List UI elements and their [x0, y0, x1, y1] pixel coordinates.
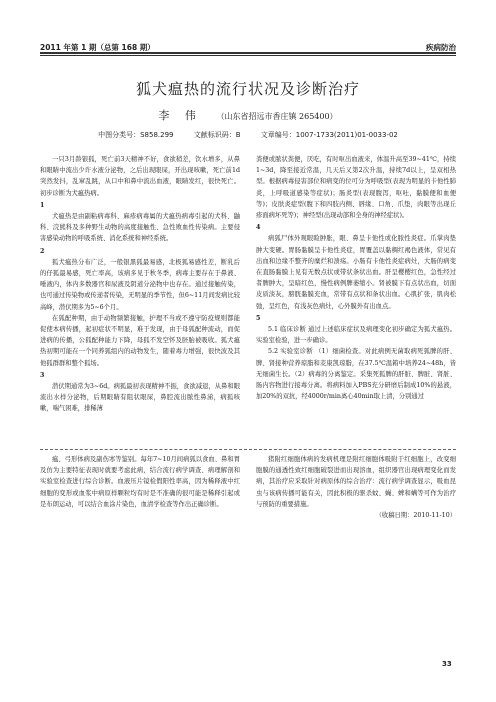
paragraph: 犬瘟热是由副粘病毒科、麻疹病毒属的犬瘟热病毒引起的犬科、鼬科、浣熊科及多种野生动物的高度接触性、急性败血性传染病。主要侵害感染动物的呼吸系统、消化系统和神经系统。	[40, 213, 240, 243]
bottom-right-column	[256, 454, 456, 521]
journal-column: 疾病防治	[426, 43, 456, 52]
bottom-left-column	[40, 454, 240, 510]
section-heading: 4	[256, 224, 261, 232]
header-rule-bottom	[40, 55, 456, 56]
received-date: （收稿日期：2010-11-10）	[375, 512, 456, 520]
classification-line	[0, 130, 496, 140]
paragraph: 粪便或脓状粪便，厌吃，有时呕出血液来，体温升高至39~41℃，持续1~3d，降至接近常温，几天后又第2次升温，持续7d以上，呈双相热型。根据病毒侵害部位和病变的位可分为呼吸型(表现为明显的卡他性肺炎，上呼吸道感染等症状)；肠炎型(表现腹泻，呕吐，黏膜便和血便等)；皮肤炎症型(腹下和四肢内侧、唇缘、口角、爪垫，肉眼等出现丘疹面病坏死等)；神经型(出现动部和全身的神经症状)。	[256, 156, 456, 220]
paragraph: 5.2 实验室诊断 （1）细菌检查。对此病例无菌取病死狐脾的肝、脾、肾接种营养琼脂和麦康凯琼脂，在37.5℃温箱中培养24~48h，皆无细菌生长。（2）病毒的分离鉴定。采集死狐脾的肝脏、脾脏、肾脏、肠内容物进行接毒分离。将病料加入PBS充分研磨后制成10%的悬液，加20%的双抗，经4000r/min离心40min取上清，分别通过	[256, 348, 456, 401]
doc-code: 文献标识码：B	[193, 131, 241, 139]
paragraph: 病狐尸体外观眼睑肿胀，眼、鼻呈卡他性或化脓性炎症。爪掌肉垫肿大变硬。胃肠黏膜呈卡他性炎症，胃覆盖以黏稠红褐色液体，常见有出血和边缘不整齐的糜烂和溃疡。小肠有卡他性炎症病灶，大肠的病变在直肠黏膜上见有无数点状或带状条状出血。肝呈樱樱红色，急性经过者脾肿大，呈暗红色，慢性病例脾萎缩小。肾被膜下有点状出血，切面皮质淡灰，膀胱黏膜充血，常带有点状和条状出血。心肌扩张，肌肉松弛，呈红色，有浅灰色病灶，心外膜外有出血点。	[256, 235, 456, 310]
journal-issue: 2011 年第 1 期（总第 168 期）	[40, 43, 155, 52]
continuation-divider	[40, 449, 456, 450]
section-heading: 2	[40, 247, 45, 255]
section-heading: 3	[40, 371, 45, 379]
author-affiliation: （山东省招远市香庄镇 265400）	[216, 112, 338, 121]
byline	[0, 107, 496, 123]
author-name: 李 伟	[158, 109, 202, 122]
paragraph: 在狐配种期，由于动物频繁接触，护理不当或不遵守防疫规则都能促使本病传播，起初症状不明显，难于发现，由于母狐配种流动，而促进病的传播，公狐配种能力下降，母狐不发空怀及胚胎被吸收。狐犬瘟热初期可能在一个同养狐组内的动物发生，随着毒力增强，很快波及其他狐群群和整个狐场。	[40, 314, 240, 367]
paragraph: 猪附红细胞体病的发病机理是附红细胞体吸附于红细胞上，改变细胞膜的通透性致红细胞破裂进而出现溶血，组织器官出现病理变化而发病，其治疗应采取针对病原体的综合治疗：流行病学调查显示，吸血昆虫与该病传播可能有关，因此积极的驱杀蚊、蝇、蜱和螨等可作为治疗与预防的重要措施。	[256, 456, 456, 508]
article-number: 文章编号：1007-1733(2011)01-0033-02	[260, 131, 398, 139]
paragraph: 瘟、弓形体病及副伤寒等鉴别。每年7~10月间病狐以食血、鼻和胃及仿为主要特征表现时就要考虑此病，结合流行病学调查、病理解剖和实验室检查进行综合诊断。血液压片镜检假阳性率高，因为稀释液中红细胞的变形或血浆中病原样颗粒均有时是不准确的很可能是稀释引起或是布朗运动，可以结合血涂片染色，血清学检查等作出正确诊断。	[40, 456, 240, 508]
paragraph: 一只3月龄银狐，死亡前3天精神不好，食欲稍差，饮水增多，从鼻和眼睛中流出少许水液分泌物，之后出现眼屎，开出现咳嗽，死亡前1d突然发抖，乱窜乱跳，从口中和鼻中流出血液，眼睛发红，很快死亡。初步诊断为犬瘟热病。	[40, 156, 240, 197]
class-number: 中图分类号：S858.299	[98, 131, 174, 139]
right-column	[256, 154, 456, 402]
section-heading: 5	[256, 314, 261, 322]
paragraph: 狐犬瘟热分布广泛，一般银黑狐最易感，北极狐易感性差，断乳后的仔狐最易感，死亡率高，该病多见于秋冬季，病毒主要存在于鼻液、唾液内，体内多数器官和尿液及阴道分泌物中也存在。通过接触传染，也可通过传染物或传递者传染，无明显的季节性，但6~11月间发病比较高峰，潜伏期多为5~6个月。	[40, 258, 240, 311]
article-title: 狐犬瘟热的流行状况及诊断治疗	[135, 80, 360, 98]
paragraph: 潜伏期通常为3~6d。病狐最初表现精神不振，食欲减退，从鼻和眼流出水样分泌物，后期眼睛有阻状眼屎，鼻腔流出脓性鼻涕，病狐咳嗽，喘气困难，排稀薄	[40, 383, 240, 413]
left-column	[40, 154, 240, 415]
section-heading: 1	[40, 201, 45, 209]
page-number: 33	[442, 660, 452, 668]
paragraph: 5.1 临床诊断 通过上述临床症状及病理变化初步确定为狐犬瘟热。实验室检验，进一步确诊。	[256, 326, 456, 345]
